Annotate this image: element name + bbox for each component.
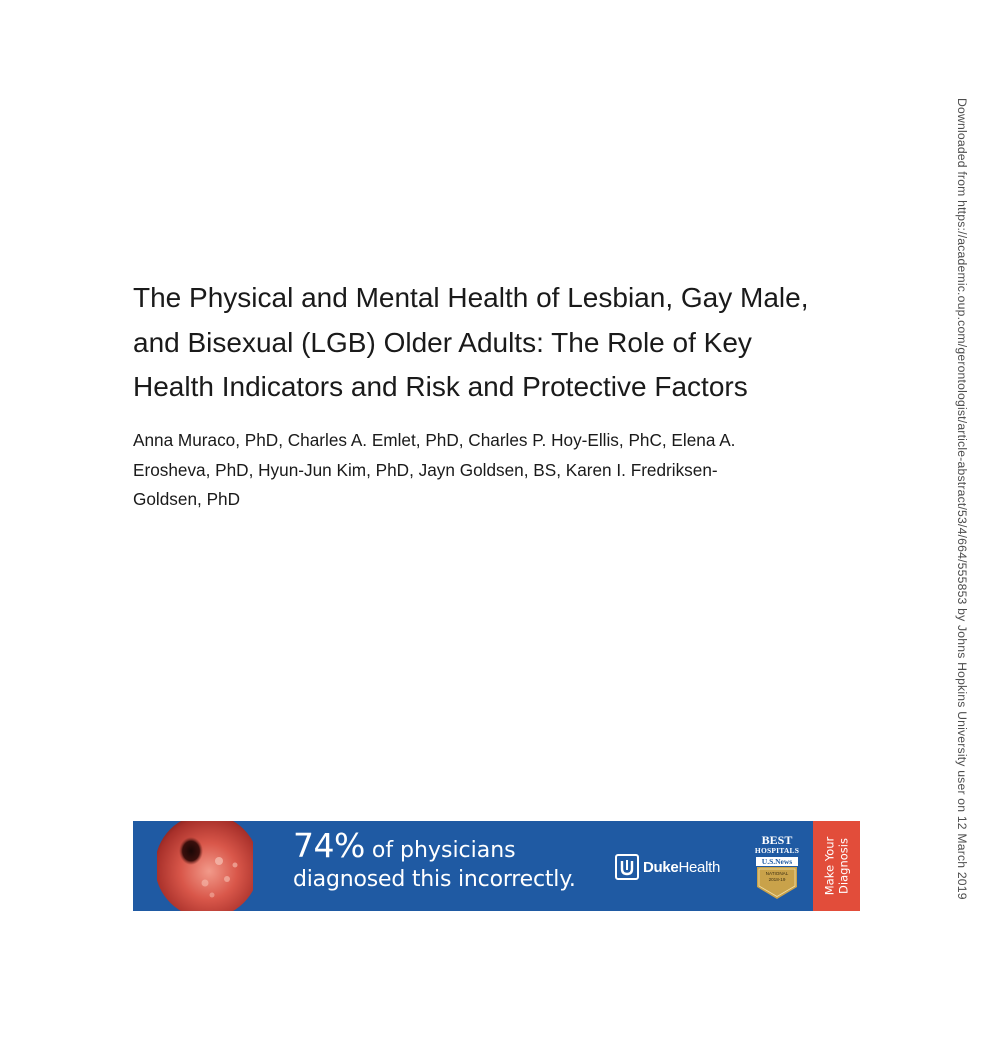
cta-label (823, 837, 851, 896)
author-list (133, 426, 873, 515)
banner-stat-value: 74% (293, 826, 365, 865)
badge-hospitals-text: HOSPITALS (754, 846, 800, 855)
article-title-line: Health Indicators and Risk and Protective Factors (133, 371, 748, 402)
duke-brand-prefix: Duke (643, 858, 679, 876)
duke-shield-icon (615, 854, 639, 880)
article-title (133, 276, 873, 410)
badge-shield-text (757, 871, 797, 883)
article-title-line: and Bisexual (LGB) Older Adults: The Role of Key (133, 326, 752, 358)
article-title-line: The Physical and Mental Health of Lesbian, Gay Male, (133, 282, 809, 313)
author-line: Erosheva, PhD, Hyun-Jun Kim, PhD, Jayn Goldsen, BS, Karen I. Fredriksen- (133, 459, 718, 480)
banner-stat-text: of physicians (364, 838, 516, 863)
endoscopy-image (157, 821, 253, 911)
cta-line: Diagnosis (836, 838, 851, 894)
badge-best-text: BEST (761, 833, 793, 847)
author-line: Anna Muraco, PhD, Charles A. Emlet, PhD, Charles P. Hoy-Ellis, PhC, Elena A. (133, 430, 736, 450)
author-line: Goldsen, PhD (133, 489, 241, 509)
badge-year-text: 2018-19 (768, 877, 786, 882)
best-hospitals-badge (754, 835, 800, 899)
duke-health-logo (615, 853, 720, 881)
cta-line: Make Your (822, 836, 837, 896)
banner-subline: diagnosed this incorrectly. (293, 867, 576, 892)
duke-brand-suffix: Health (678, 858, 721, 876)
advertisement-banner[interactable] (133, 821, 860, 911)
make-your-diagnosis-button[interactable] (813, 821, 860, 911)
badge-national-text: NATIONAL (765, 871, 789, 876)
banner-headline (293, 827, 576, 895)
download-note: Downloaded from https://academic.oup.com/gerontologist/article-abstract/53/4/664/555853 by Johns Hopkins University user on 12 March 2019 (955, 98, 969, 900)
badge-usnews-text: U.S.News (756, 857, 798, 866)
